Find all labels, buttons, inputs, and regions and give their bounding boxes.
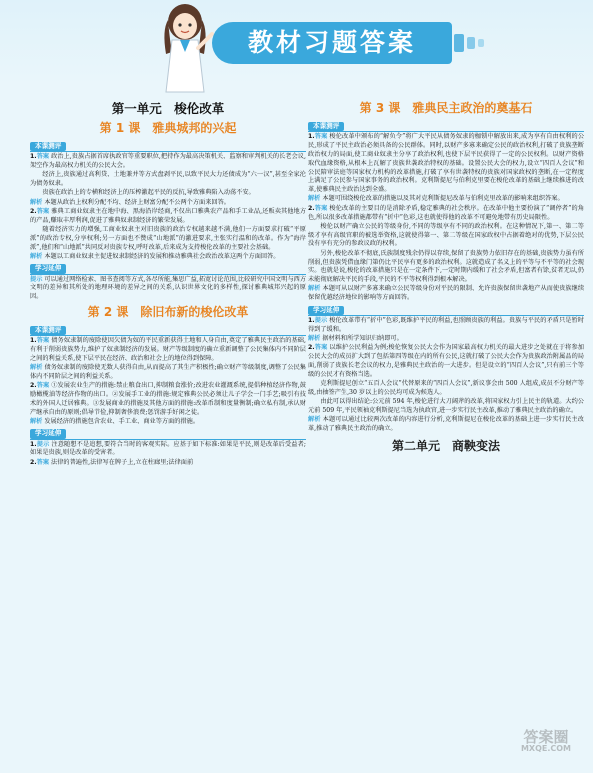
answer-text: 法律的普遍性,法律写在牌子上,立在柱廊里;法律面前 (51, 458, 194, 466)
answer-text: 本题从政治上权利分配不均、经济上财富分配不公两个方面来回答。 (44, 198, 230, 206)
answer-label: 提示 (314, 316, 328, 324)
answer-paragraph (308, 344, 584, 379)
lesson-answers (308, 133, 584, 303)
answer-text: 债务奴隶制的废除使无数人获得自由,从而提高了其生产积极性;确立财产等级制度,调整了公民集体内不同阶层之间的利益关系。 (30, 364, 306, 381)
question-number: 1. (30, 337, 37, 345)
answer-paragraph (308, 250, 584, 285)
header-banner (0, 0, 593, 86)
lesson-answers (30, 153, 306, 262)
answer-paragraph (308, 416, 584, 434)
section-extend-tag: 学习延伸 (30, 262, 306, 274)
answer-paragraph (308, 205, 584, 223)
answer-text: 可以通过网络检索、图书查阅等方式,各尽所能,集思广益,拓宽讨论范围,比较研究中国文明与西方文明的差异和其所处的地理环境的差异之间的关系,认识世界文化的多样性,探讨雅典城邦兴起的原因。 (30, 275, 306, 301)
answer-paragraph (30, 226, 306, 252)
answer-label: 提示 (30, 275, 43, 283)
answer-label: 解析 (308, 285, 321, 293)
answer-label: 答案 (36, 153, 50, 161)
answer-paragraph (30, 418, 306, 427)
answer-text: 本题可以通过比较两次改革的内容进行分析,克利斯提尼在梭伦改革的基础上进一步实行民主改革,推动了雅典民主政治的确立。 (308, 416, 584, 432)
answer-text: 梭伦改革中颁布的“解负令”将广大平民从债务奴隶的枷锁中解放出来,成为享有自由权利的公民,形成了平民主政治必须具备的公民群体。同时,以财产多寡来确定公民的政治权利,打破了贵族垄断政治权力的局面,使工商业奴隶主分享了政治权利,也使下层平民获得了一定的公民权利。以财产资格取代血缘资格,从根本上瓦解了贵族世袭政治特权的基础。设置公民大会的权力,设立“四百人会议”和公民陪审法庭等国家权力机构的改革措施,打破了享有世袭特权的贵族对国家政权的垄断,在一定程度上满足了公民参与国家事务的政治权利。克利斯提尼与伯利克里要在梭伦改革的基础上继续推进的改革,使雅典民主政治达到全盛。 (308, 133, 584, 194)
lesson-title: 第 3 课 雅典民主政治的奠基石 (359, 101, 533, 115)
answer-label: 答案 (36, 458, 50, 466)
answer-text: 由此可以得出结论:公元前 594 年,梭伦进行大刀阔斧的改革,将国家权力引上民主的轨道。大约公元前 509 年,平民领袖克利斯提尼当选为执政官,进一步实行民主改革,推动了雅典民主政治的确立。 (308, 398, 584, 414)
answer-label: 答案 (36, 382, 50, 390)
question-number: 1. (308, 133, 315, 141)
answer-paragraph (30, 153, 306, 171)
answer-label: 答案 (36, 337, 50, 345)
answer-label: 提示 (36, 440, 50, 448)
answer-label: 答案 (314, 204, 328, 212)
answer-text: 发展经济的措施包含农业、手工业、商业等方面的措施。 (44, 418, 200, 426)
section-test-tag: 本课测评 (30, 140, 306, 152)
answer-text: 注意随想不是追想,要符合当时的客观实际。应基于如下标准:如果是平民,则是改革后受益者;如果是贵族,则是改革的受害者。 (30, 440, 306, 457)
answer-label: 答案 (314, 344, 328, 352)
decorative-dots-icon (452, 30, 492, 56)
answer-text: 随着经济实力的增强,工商业奴隶主对旧贵族的政治专权越来越不满,他们一方面要求打破“平原派”的政治专权,分享权利;另一方面也不赞成“山地派”的激进要求,主张实行温和的改革。作为“海岸派”,他们和“山地派”共同反对贵族专权,呼吁改革,后来成为支持梭伦改革的主要社会基础。 (30, 226, 306, 251)
answer-paragraph (30, 208, 306, 226)
answer-paragraph (30, 337, 306, 363)
answer-text: 克利斯提尼创立“五百人会议”代替原来的“四百人会议”,新议事会由 500 人组成,成员不分财产等级,由抽签产生,30 岁以上的公民均可成为候选人。 (308, 379, 584, 396)
answer-paragraph (308, 317, 584, 335)
question-number: 2. (30, 458, 37, 466)
answer-text: 贵族在政治上的专横和经济上的压榨激起平民的反抗,导致雅典陷入动荡不安。 (42, 189, 255, 197)
answer-text: 梭伦改革的主要目的是消除矛盾,稳定雅典的社会秩序。在改革中他主要扮演了“调停者”的角色,所以很多改革措施都带有“折中”色彩,这也就使得他的改革不可避免地带有历史局限性。 (308, 204, 584, 221)
answer-paragraph (30, 199, 306, 208)
answer-paragraph (30, 276, 306, 302)
answer-paragraph (308, 398, 584, 416)
answer-paragraph (308, 195, 584, 204)
answer-text: 以维护公民利益为例;梭伦恢复公民大会作为国家最高权力机关的最大进步之处就在于将参加公民大会的成员扩大到了包括第四等级在内的所有公民,这就打破了公民大会作为贵族政治附属品的局面,削弱了贵族长老会议的权力,是雅典民主政治的一大进步。但是设立的“四百人会议”,只有前三个等级的公民才有资格当选。 (308, 344, 584, 378)
answer-text: 债务奴隶制的废除使因欠债为奴的平民重新获得土地和人身自由,奠定了雅典民主政治的基础,有利于削弱贵族势力,维护了奴隶制经济的发展。财产等级制度的确立重新调整了公民集体内不同阶层之间的利益关系,使下层平民在经济、政治和社会上的地位得到保障。 (30, 337, 306, 362)
question-number: 1. (30, 153, 37, 161)
answer-text: 本题可从以财产多寡来确立公民等级身份对平民的限制、允许贵族保留世袭地产从而使贵族继续保留优越经济地位的影响等方面回答。 (308, 285, 584, 302)
answer-paragraph (308, 133, 584, 195)
page-title: 教材习题答案 (212, 22, 452, 64)
answer-text: 另外,梭伦改革不彻底,氏族制度残余仍得以存续,保留了贵族势力依旧存在的基础,贵族势力虽有所削弱,但贵族凭借血缘门第仍比平民享有更多的政治权利。这就造成了名义上的平等与不平等的社会现实。也就是说,梭伦的改革措施只是在一定条件下,一定时期内缓和了社会矛盾,但富者有馀,贫者无以,仍未能彻底解决平民的手段,平民的不平等权利得到根本解决。 (308, 249, 584, 284)
question-number: 1. (30, 440, 37, 448)
answer-text: 本题以工商业奴隶主促进奴隶制经济的发展和推动雅典社会政治改革这两个方面回答。 (44, 252, 280, 260)
question-number: 2. (30, 207, 37, 215)
answer-paragraph (308, 335, 584, 344)
left-column (30, 98, 306, 770)
lesson-title: 第 1 课 雅典城邦的兴起 (99, 120, 237, 135)
lesson-extension (308, 317, 584, 434)
answer-text: 据材料和所学知识归纳即可。 (322, 334, 403, 342)
question-number: 2. (30, 382, 37, 390)
question-number: 2. (308, 344, 315, 352)
answer-paragraph (30, 364, 306, 382)
lesson-extension (30, 441, 306, 468)
answer-label: 解析 (30, 364, 43, 372)
answer-text: 经济上,贵族通过高利贷、土地兼并等方式盘剥平民,以致平民大力还债成为“六一汉”,甚至全家沦为债务奴隶。 (30, 171, 306, 188)
unit-title: 第一单元 梭伦改革 (111, 101, 225, 116)
answer-label: 解析 (308, 195, 321, 203)
answer-paragraph (308, 380, 584, 398)
answer-text: 梭伦以财产确立公民的等级身份,不同的等级享有不同的政治权利。在这种情况下,第一、第二等级才享有高级官职的被选举资格,这就使得第一、第二等级在国家政权中占据着绝对的优势,下层公民没有享有充分的参政议政的权利。 (308, 222, 584, 248)
section-test-tag: 本课测评 (308, 120, 584, 132)
answer-text: 梭伦改革带有“折中”色彩,既维护平民的利益,也照顾贵族的利益。贵族与平民的矛盾只是暂时得到了缓和。 (308, 316, 584, 333)
answer-paragraph (30, 171, 306, 189)
answer-label: 解析 (30, 418, 43, 426)
answer-paragraph (308, 223, 584, 249)
answer-text: 本题可围绕梭伦改革的措施以及其对克利斯提尼改革与伯利克里改革的影响来组织答案。 (322, 195, 564, 203)
answer-text: ①发展农业生产的措施:禁止粮食出口,抑制粮食涨价;改进农业灌溉系统,提倡种植经济作物,鼓励橄榄油等经济作物的出口。②发展手工业的措施:规定雅典公民必须让儿子学会一门手艺;吸引有技术的外国人迁居雅典。③发展商业的措施及其他方面的措施:改革币制和度量衡制;确立私有制,承认财产继承自由的原则;倡导节俭,抑制奢侈浪费;惩罚游手好闲之徒。 (30, 382, 306, 416)
answer-label: 答案 (314, 133, 328, 141)
watermark-logo: 答案圈 MXQE.COM (520, 728, 572, 753)
answer-paragraph (30, 459, 306, 468)
answer-label: 解析 (30, 252, 43, 260)
answer-paragraph (30, 382, 306, 417)
teacher-mascot-icon (150, 0, 220, 96)
lesson-extension (30, 276, 306, 302)
section-extend-tag: 学习延伸 (30, 427, 306, 439)
lesson-answers (30, 337, 306, 426)
answer-paragraph (30, 189, 306, 198)
answer-label: 解析 (308, 334, 321, 342)
answer-label: 解析 (308, 416, 321, 424)
answer-paragraph (308, 285, 584, 303)
question-number: 2. (308, 204, 315, 212)
right-column (308, 98, 584, 770)
lesson-title: 第 2 课 除旧布新的梭伦改革 (87, 304, 249, 319)
answer-label: 解析 (30, 198, 43, 206)
answer-paragraph (30, 441, 306, 459)
answer-paragraph (30, 253, 306, 262)
next-unit-title: 第二单元 商鞅变法 (391, 438, 500, 453)
answer-text: 雅典工商业奴隶主在地中海、黑海沿岸经商,不仅出口雅典农产品和手工业品,还贩卖其他地方的产品,赚取丰厚利润,促进了雅典奴隶制经济的繁荣发展。 (30, 207, 306, 224)
section-test-tag: 本课测评 (30, 324, 306, 336)
answer-text: 政治上,贵族占据首席执政官等重要职位,把持作为最高决策机关、监察和审判机关的长老会议,架空作为最高权力机关的公民大会。 (30, 153, 306, 169)
answer-label: 答案 (36, 207, 50, 215)
section-extend-tag: 学习延伸 (308, 304, 584, 316)
question-number: 1. (308, 316, 315, 324)
